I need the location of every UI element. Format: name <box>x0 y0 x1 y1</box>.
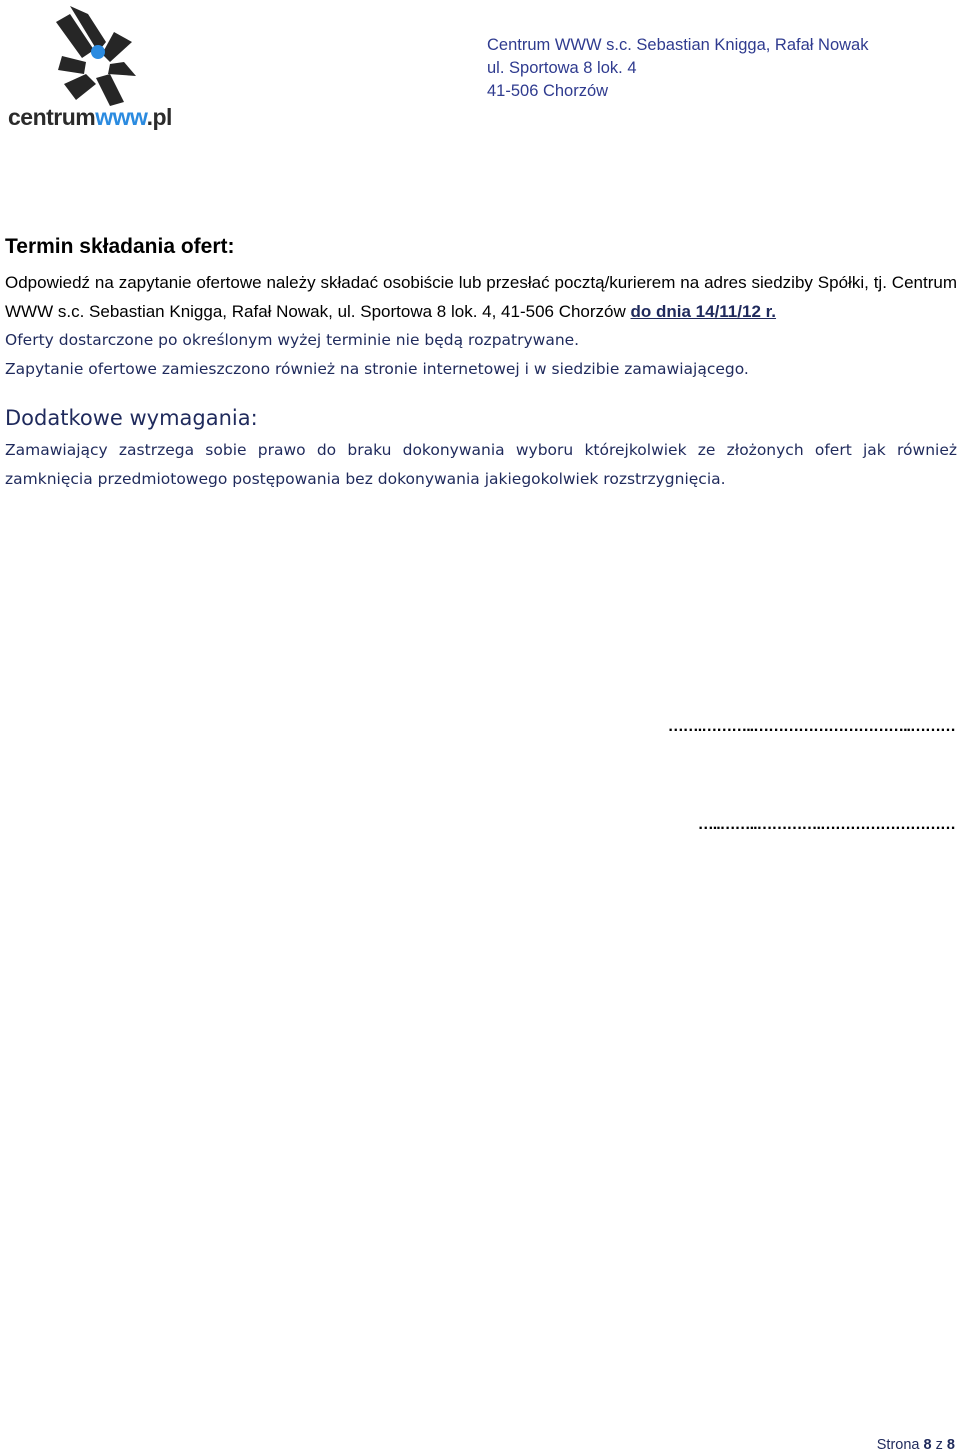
logo-mark-icon <box>56 6 136 106</box>
additional-requirements-section <box>5 404 957 494</box>
page-label: Strona <box>876 1437 920 1453</box>
address-line-2: ul. Sportowa 8 lok. 4 <box>487 59 637 77</box>
submission-paragraph <box>5 269 957 326</box>
address-line-1: Centrum WWW s.c. Sebastian Knigga, Rafał Nowak <box>487 36 869 54</box>
page-total: 8 <box>946 1437 955 1453</box>
page-number <box>877 1437 955 1453</box>
logo-text-dark: centrum <box>8 104 96 130</box>
submission-text: Odpowiedź na zapytanie ofertowe należy składać osobiście lub przesłać pocztą/kurierem na adres siedziby Spółki, tj. Centrum WWW s.c. Sebastian Knigga, Rafał Nowak, ul. Sportowa 8 lok. 4, 41-506 Chorzów <box>5 273 957 321</box>
logo-text-blue: www <box>95 104 147 130</box>
requirements-paragraph: Zamawiający zastrzega sobie prawo do braku dokonywania wyboru którejkolwiek ze złożonych ofert jak również zamknięcia przedmiotowego postępowania bez dokonywania jakiegokolwiek rozstrzygnięcia. <box>5 441 957 488</box>
section-title-deadline: Termin składania ofert: <box>5 235 235 258</box>
logo-text-tail: .pl <box>146 104 172 130</box>
document-body <box>5 233 957 494</box>
logo-wordmark <box>8 104 172 131</box>
publication-note: Zapytanie ofertowe zamieszczono również na stronie internetowej i w siedzibie zamawiającego. <box>5 360 749 378</box>
page-current: 8 <box>923 1437 932 1453</box>
address-line-3: 41-506 Chorzów <box>487 82 609 100</box>
section-title-requirements: Dodatkowe wymagania: <box>5 406 258 430</box>
late-offers-note: Oferty dostarczone po określonym wyżej terminie nie będą rozpatrywane. <box>5 331 580 349</box>
page-sep: z <box>935 1437 943 1453</box>
signature-line-1: …….………..…………………………..……… <box>667 718 955 735</box>
signature-line-2: …..……..………….……………………… <box>697 816 955 833</box>
header-address <box>487 34 868 103</box>
deadline-date: do dnia 14/11/12 r. <box>630 301 777 321</box>
